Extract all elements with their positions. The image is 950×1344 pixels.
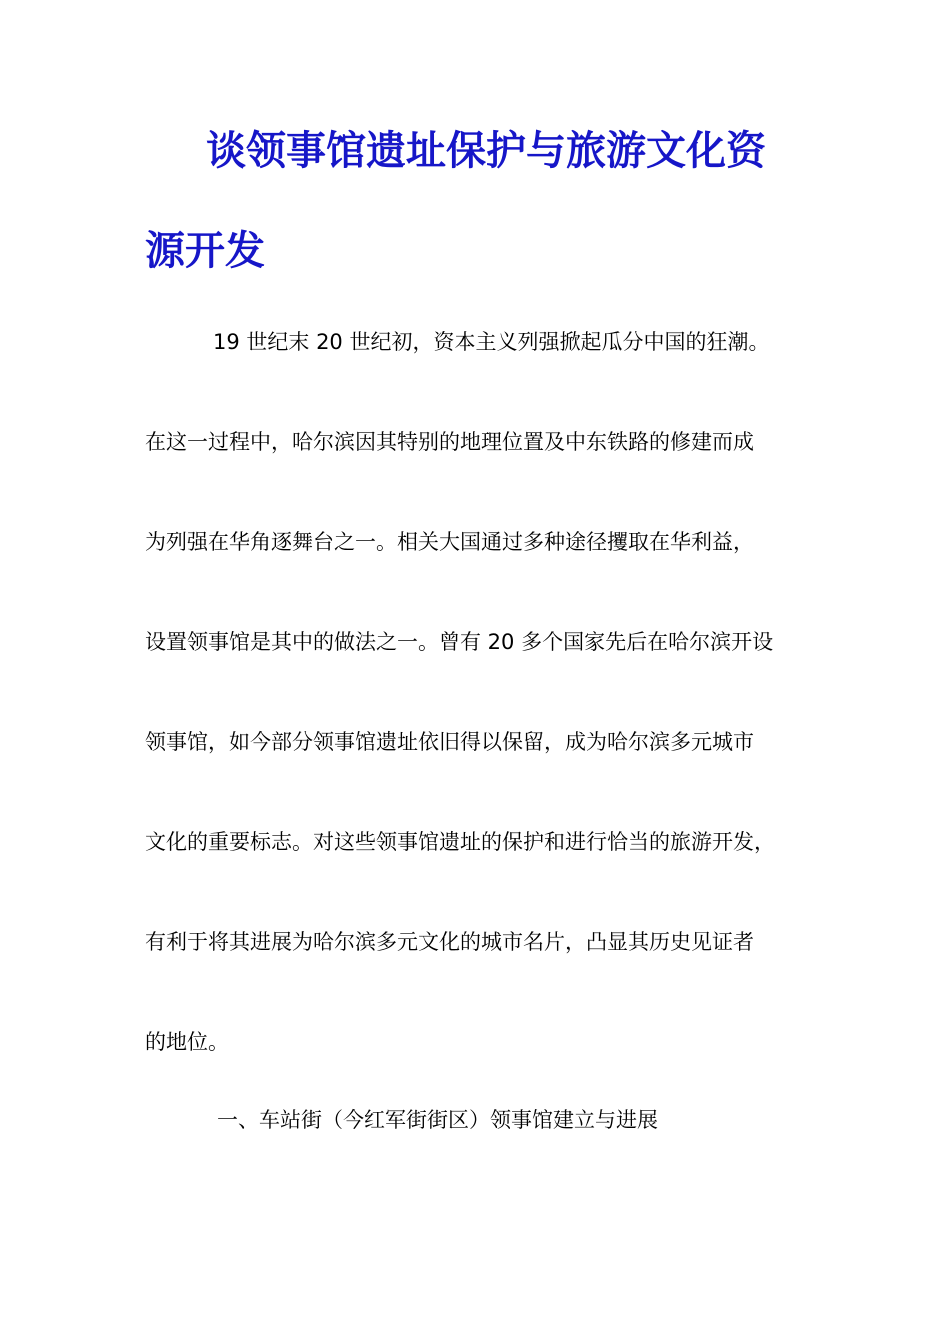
paragraph-line-8: 的地位。	[145, 1030, 229, 1054]
paragraph-line-1: 19 世纪末 20 世纪初，资本主义列强掀起瓜分中国的狂潮。	[213, 330, 770, 354]
document-title-line-2: 源开发	[145, 228, 265, 274]
paragraph-line-3: 为列强在华角逐舞台之一。相关大国通过多种途径攫取在华利益，	[145, 530, 754, 554]
section-heading: 一、车站街（今红军街街区）领事馆建立与进展	[217, 1108, 658, 1132]
paragraph-line-5: 领事馆，如今部分领事馆遗址依旧得以保留，成为哈尔滨多元城市	[145, 730, 754, 754]
paragraph-line-2: 在这一过程中，哈尔滨因其特别的地理位置及中东铁路的修建而成	[145, 430, 754, 454]
paragraph-line-7: 有利于将其进展为哈尔滨多元文化的城市名片，凸显其历史见证者	[145, 930, 754, 954]
paragraph-line-4: 设置领事馆是其中的做法之一。曾有 20 多个国家先后在哈尔滨开设	[145, 630, 774, 654]
paragraph-line-6: 文化的重要标志。对这些领事馆遗址的保护和进行恰当的旅游开发，	[145, 830, 775, 854]
document-title-line-1: 谈领事馆遗址保护与旅游文化资	[206, 128, 766, 174]
